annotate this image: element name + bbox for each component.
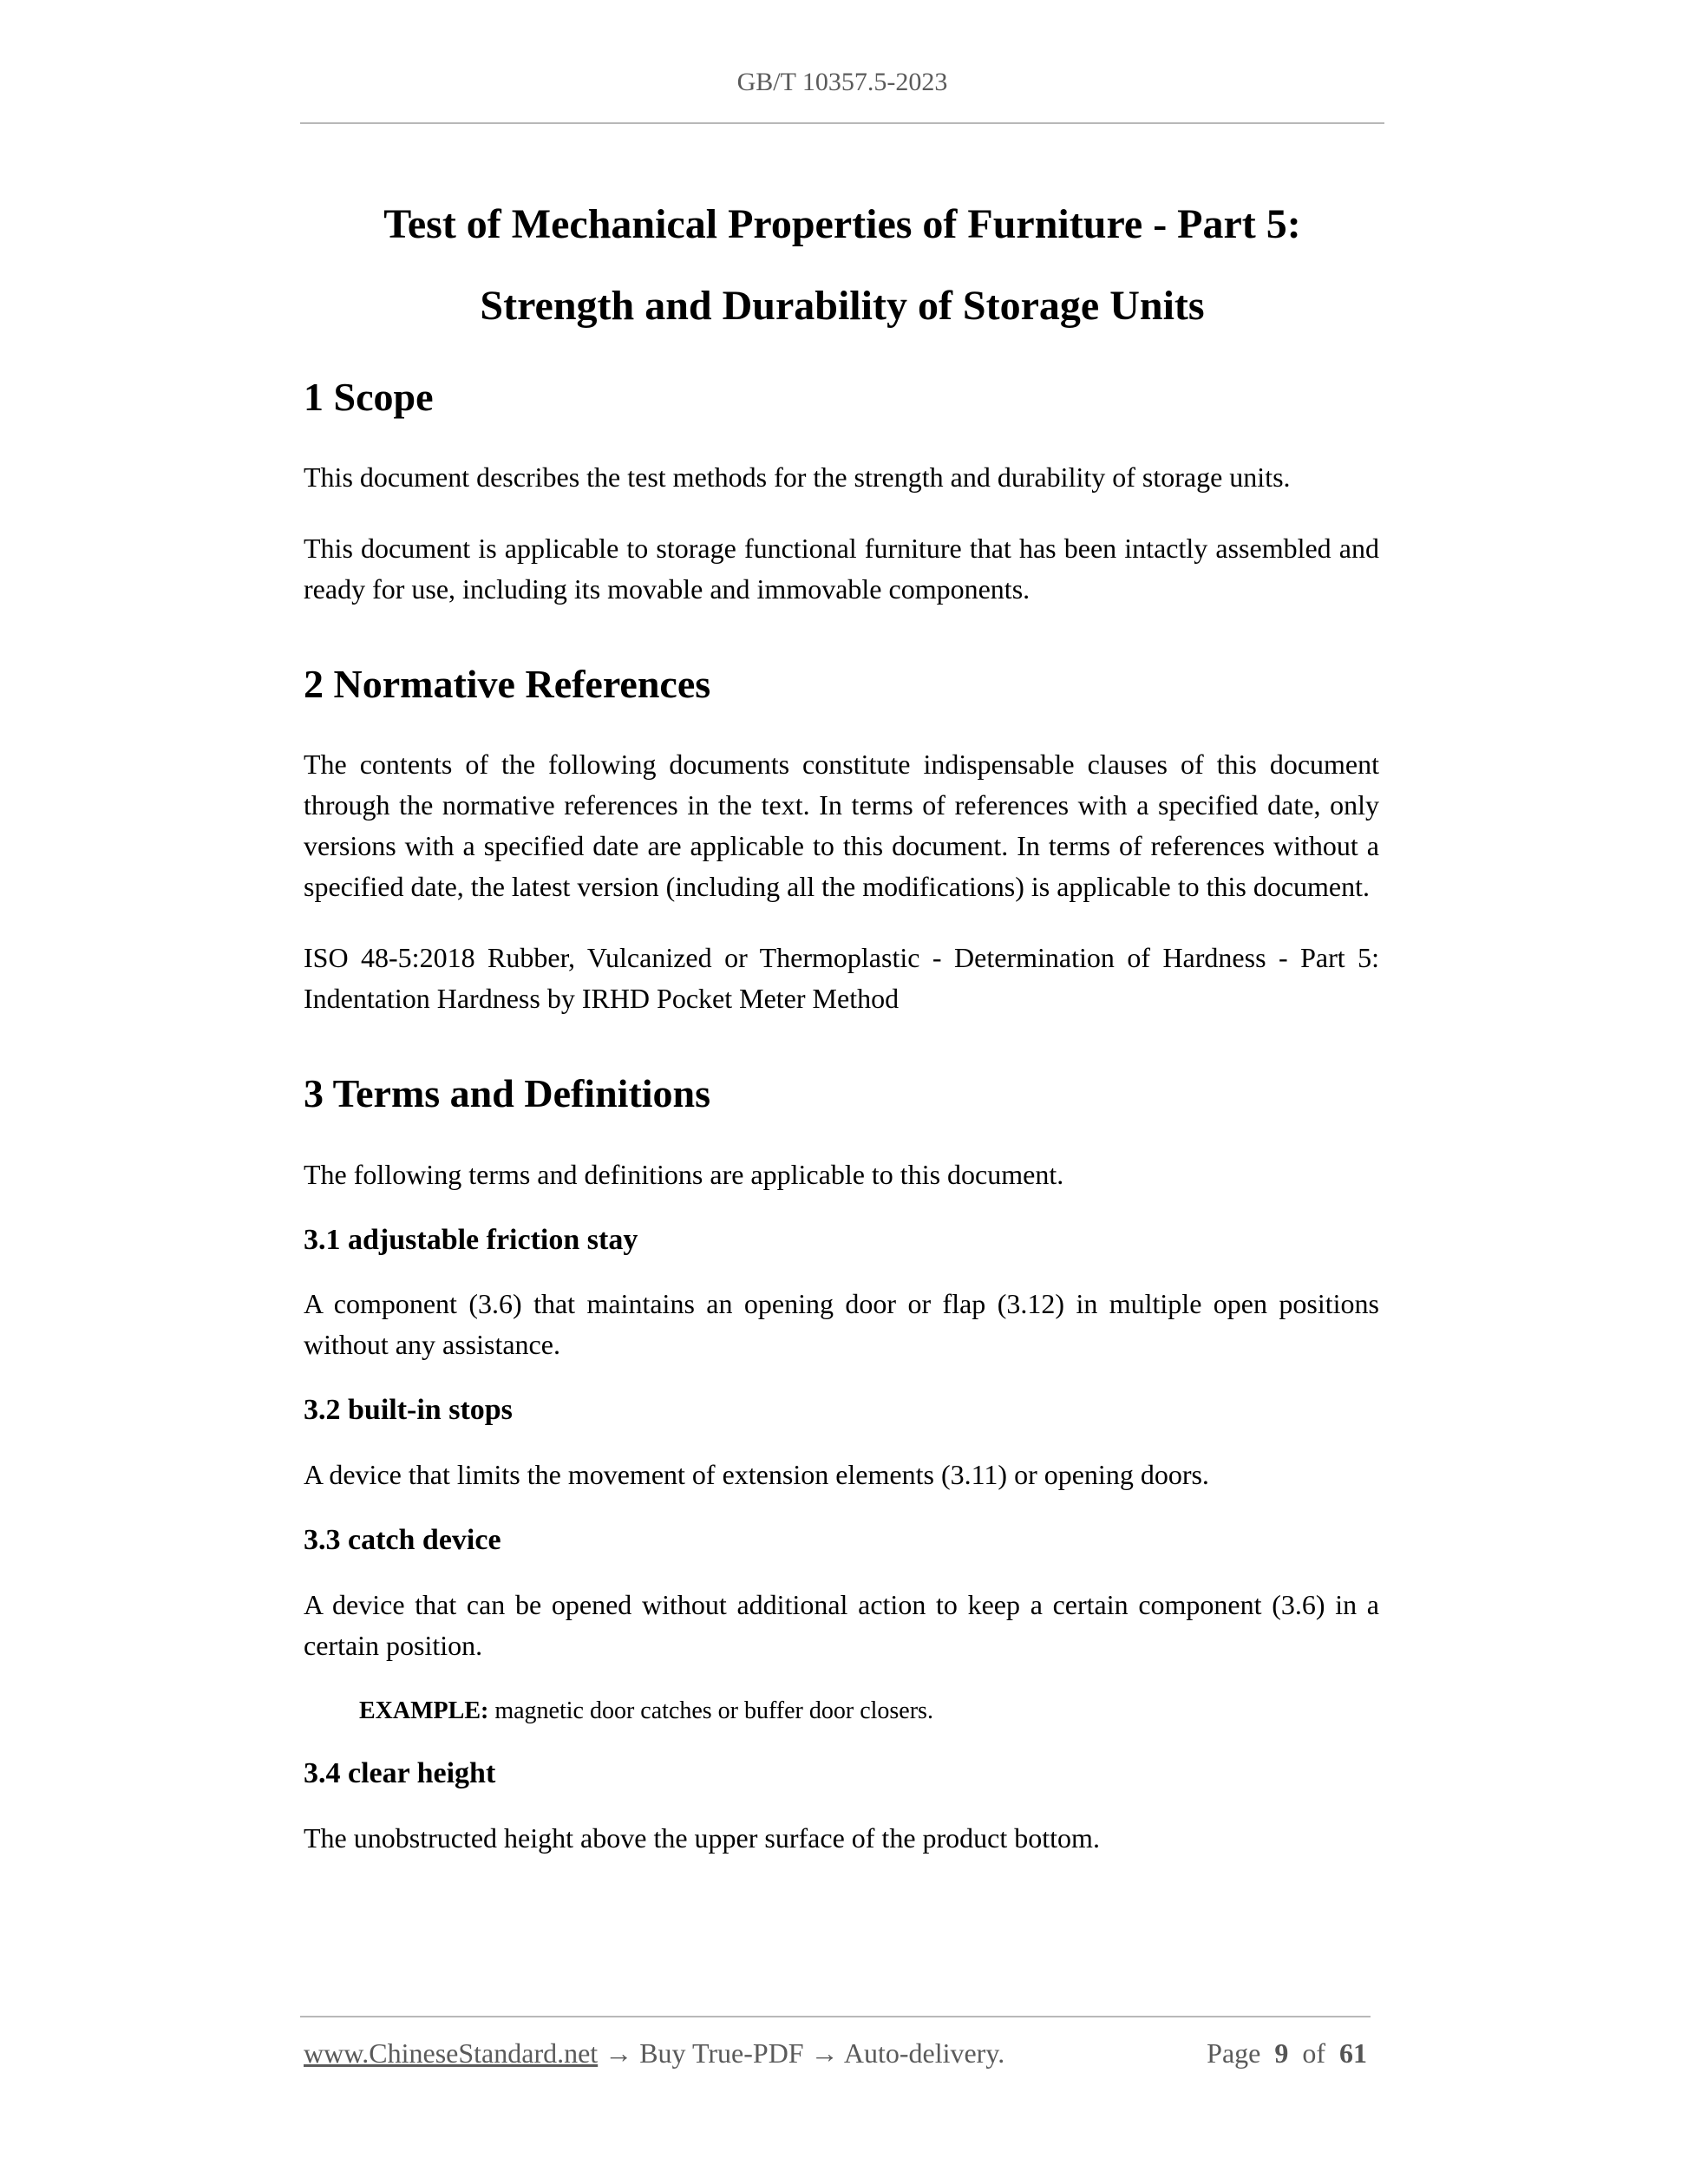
page-header: GB/T 10357.5-2023: [736, 68, 948, 96]
page-indicator: [1207, 2037, 1367, 2070]
example-label: EXAMPLE:: [359, 1697, 489, 1724]
terms-intro-paragraph: The following terms and definitions are applicable to this document.: [304, 1158, 1064, 1190]
page-footer: [304, 2037, 1367, 2070]
section-heading-terms-definitions: 3 Terms and Definitions: [304, 1071, 711, 1116]
footer-promo-text: → Buy True-PDF → Auto-delivery.: [598, 2037, 1005, 2069]
term-heading-3-3: 3.3 catch device: [304, 1524, 501, 1557]
term-definition-3-3: A device that can be opened without additional action to keep a certain component (3.6) in a certain position.: [304, 1588, 1379, 1661]
document-body: [304, 373, 1379, 1859]
footer-divider: [300, 2016, 1371, 2017]
document-title-line-1: Test of Mechanical Properties of Furniture - Part 5:: [383, 201, 1301, 247]
term-heading-3-2: 3.2 built-in stops: [304, 1394, 513, 1427]
scope-paragraph-2: This document is applicable to storage functional furniture that has been intactly assembled and ready for use, including its movable and immovable components.: [304, 533, 1379, 605]
term-definition-3-2: A device that limits the movement of extension elements (3.11) or opening doors.: [304, 1459, 1209, 1491]
document-title-line-2: Strength and Durability of Storage Units: [480, 283, 1205, 329]
term-example-3-3: [359, 1694, 1379, 1729]
normative-references-paragraph-1: The contents of the following documents constitute indispensable clauses of this document through the normative references in the text. In terms of references with a specified date, only versions with a specified date are applicable to this document. In terms of references without a specified date, the latest version (including all the modifications) is applicable to this document.: [304, 749, 1379, 903]
of-label: of: [1302, 2037, 1325, 2069]
document-title: [300, 184, 1384, 347]
section-heading-normative-references: 2 Normative References: [304, 662, 711, 707]
section-heading-scope: 1 Scope: [304, 375, 434, 419]
term-definition-3-4: The unobstructed height above the upper surface of the product bottom.: [304, 1821, 1100, 1854]
term-heading-3-4: 3.4 clear height: [304, 1756, 496, 1789]
chinese-standard-link[interactable]: www.ChineseStandard.net: [304, 2037, 599, 2069]
footer-promo: [304, 2037, 1004, 2070]
header-divider: [300, 122, 1384, 124]
page-label: Page: [1207, 2037, 1261, 2069]
total-pages: 61: [1339, 2037, 1367, 2069]
scope-paragraph-1: This document describes the test methods for the strength and durability of storage units.: [304, 461, 1291, 494]
page-number: 9: [1274, 2037, 1289, 2069]
term-definition-3-1: A component (3.6) that maintains an opening door or flap (3.12) in multiple open positions without any assistance.: [304, 1288, 1379, 1361]
example-text: magnetic door catches or buffer door closers.: [488, 1697, 933, 1724]
normative-reference-iso-48-5: ISO 48-5:2018 Rubber, Vulcanized or Thermoplastic - Determination of Hardness - Part 5: Indentation Hardness by IRHD Pocket Meter Method: [304, 942, 1379, 1015]
term-heading-3-1: 3.1 adjustable friction stay: [304, 1223, 638, 1256]
